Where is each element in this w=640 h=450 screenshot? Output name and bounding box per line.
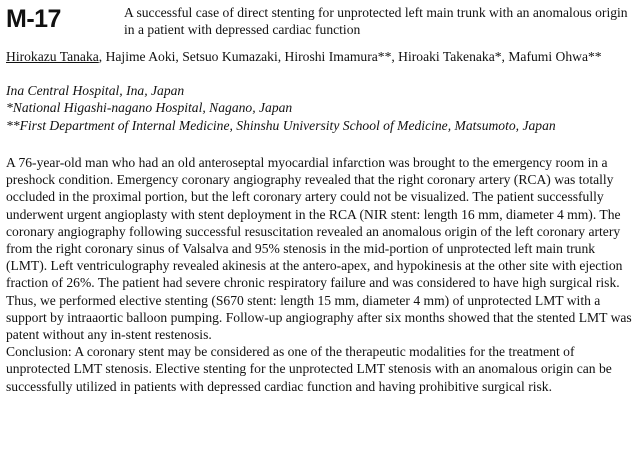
abstract-conclusion: Conclusion: A coronary stent may be considered as one of the therapeutic modalities for the treatment of unprotected LMT stenosis. Elective stenting for the unprotected LMT stenosis with an anomalous origin can be successfully utilized in patients with depressed cardiac function and having prohibitive surgical risk. <box>6 344 612 394</box>
abstract-title: A successful case of direct stenting for unprotected left main trunk with an anomalous origin in a patient with depressed cardiac function <box>124 5 628 37</box>
co-authors: , Hajime Aoki, Setsuo Kumazaki, Hiroshi Imamura**, Hiroaki Takenaka*, Mafumi Ohwa** <box>98 49 602 64</box>
affiliation-secondary: *National Higashi-nagano Hospital, Nagano, Japan <box>6 100 293 115</box>
abstract-code: M-17 <box>6 5 61 33</box>
abstract-header <box>6 4 634 44</box>
author-list <box>6 48 628 65</box>
abstract-text <box>6 154 634 395</box>
abstract-body: A 76-year-old man who had an old anteroseptal myocardial infarction was brought to the emergency room in a preshock condition. Emergency coronary angiography revealed that the right coronary artery (RCA) was totally occluded in the proximal portion, but the left coronary artery could not be visualized. The patient successfully underwent urgent angioplasty with stent deployment in the RCA (NIR stent: length 16 mm, diameter 4 mm). The coronary angiography following successful resuscitation revealed an anomalous origin of the left coronary artery from the right coronary sinus of Valsalva and 95% stenosis in the mid-portion of unprotected left main trunk (LMT). Left ventriculography revealed akinesis at the antero-apex, and hypokinesis at the other site with ejection fraction of 26%. The patient had severe chronic respiratory failure and was considered to have high surgical risk. Thus, we performed elective stenting (S670 stent: length 15 mm, diameter 4 mm) of unprotected LMT with a support by intraaortic balloon pumping. Follow-up angiography after six months showed that the stented LMT was patent without any in-stent restenosis. <box>6 155 632 343</box>
presenting-author: Hirokazu Tanaka <box>6 49 99 64</box>
affiliation-primary: Ina Central Hospital, Ina, Japan <box>6 83 185 98</box>
affiliation-tertiary: **First Department of Internal Medicine, Shinshu University School of Medicine, Matsumoto, Japan <box>6 118 556 133</box>
